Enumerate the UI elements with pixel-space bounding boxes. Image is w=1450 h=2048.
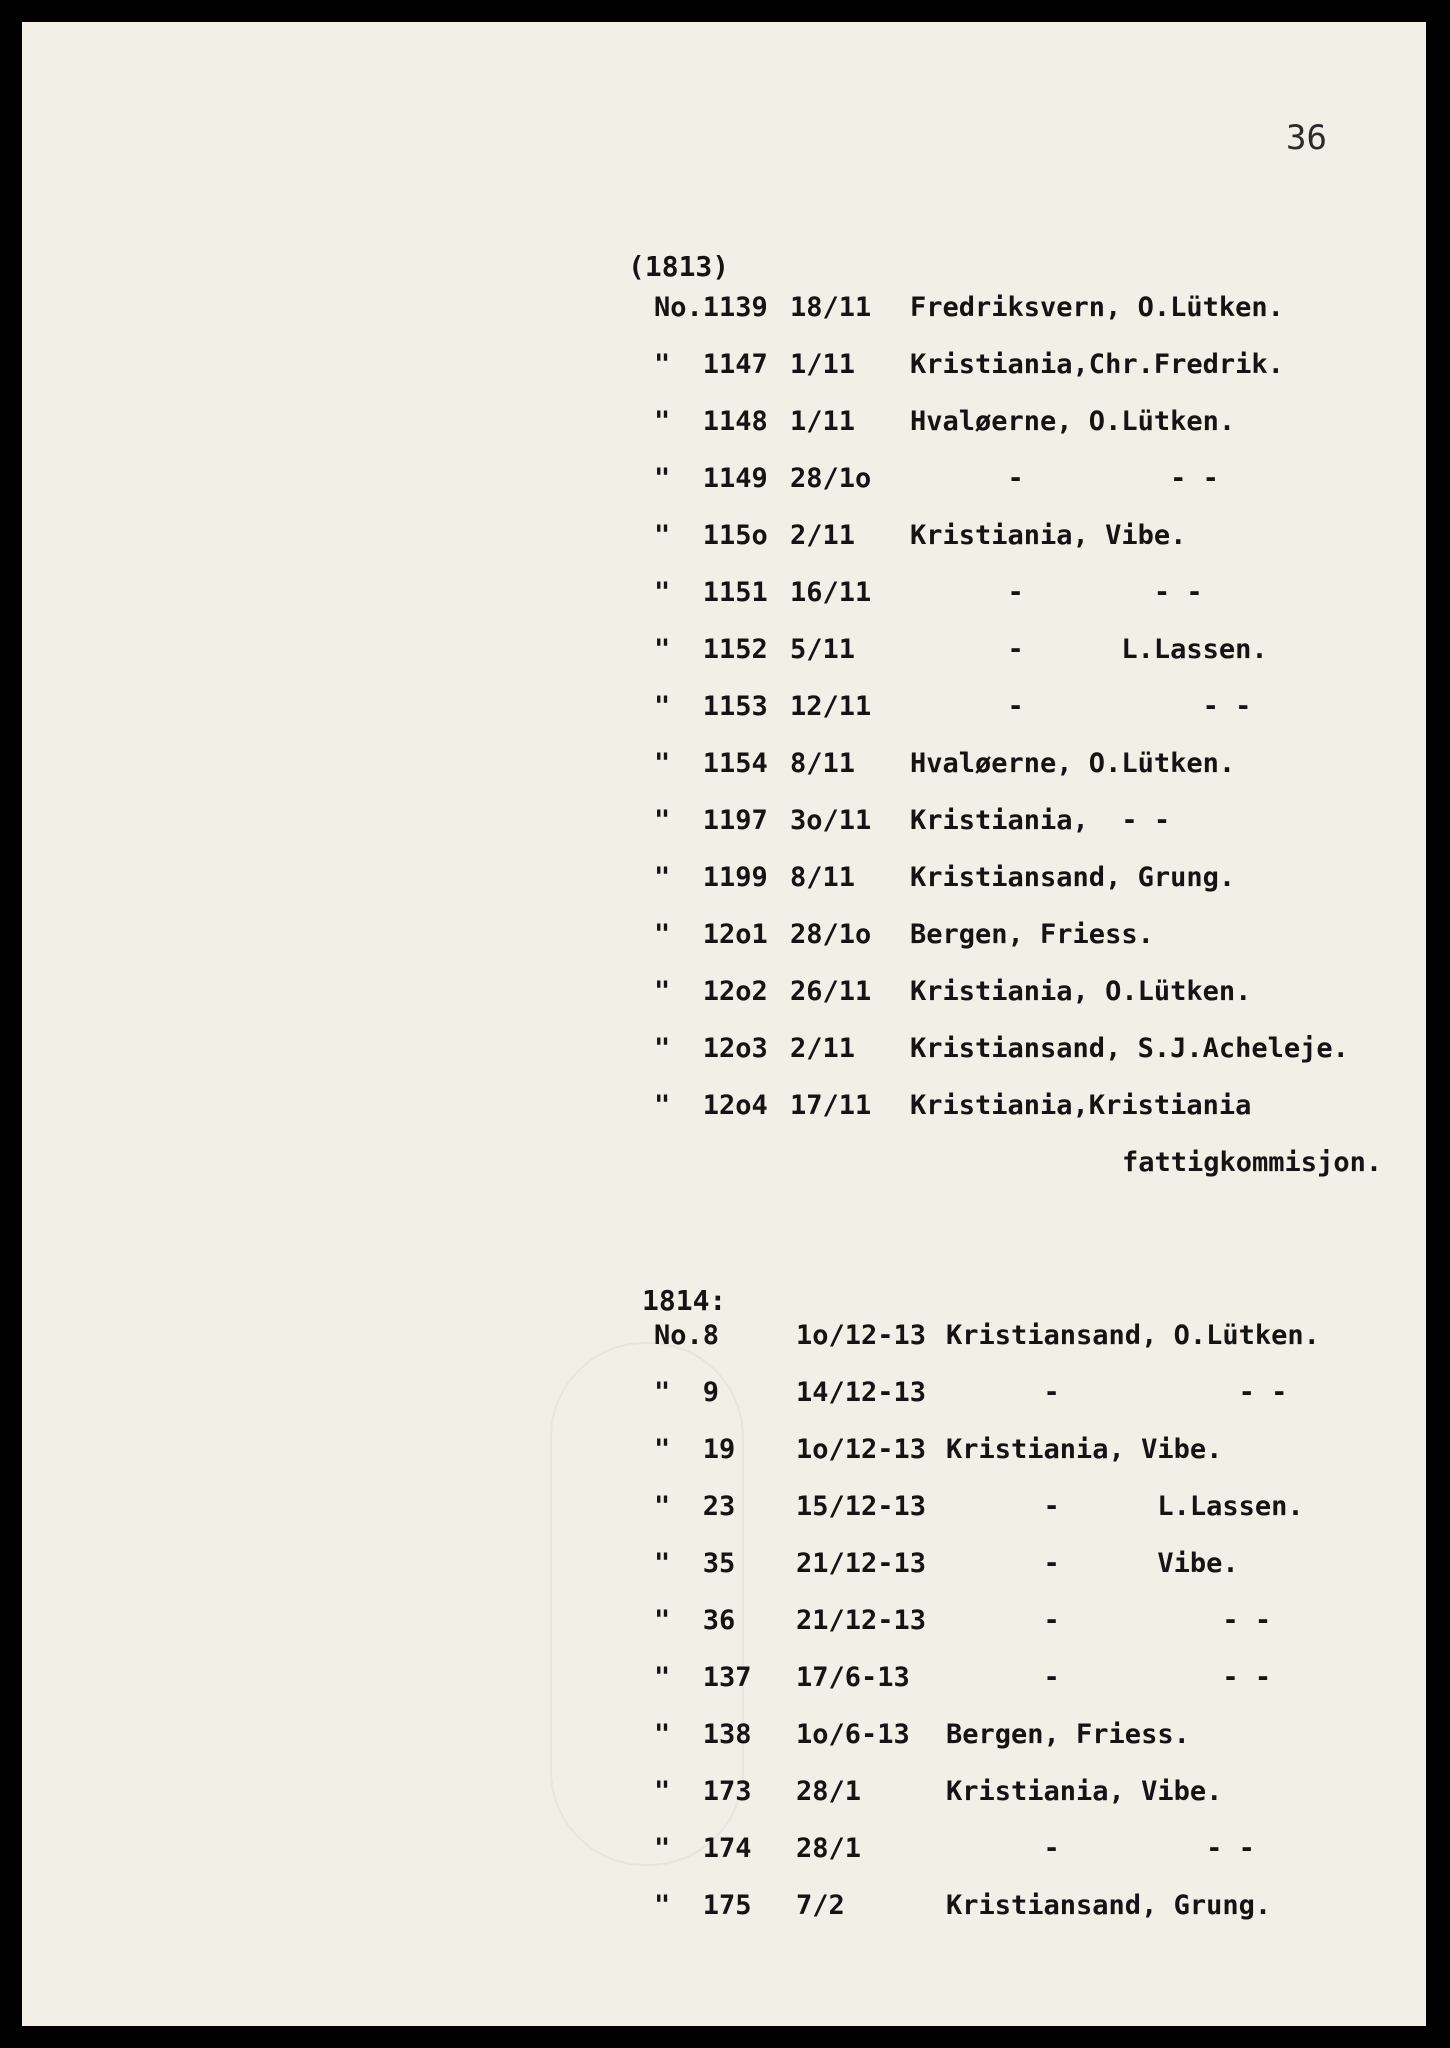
entry-number: " 1199 (654, 862, 768, 893)
entry-number: " 1197 (654, 805, 768, 836)
entry-place: Kristiansand, Grung. (946, 1890, 1272, 1921)
entry-number: " 115o (654, 520, 768, 551)
entry-place: Bergen, Friess. (910, 919, 1154, 950)
entry-date: 28/1o (790, 463, 872, 494)
entry-number: " 1151 (654, 577, 768, 608)
entry-date: 1o/6-13 (796, 1719, 910, 1750)
entry-place: Kristiania, - - (910, 805, 1171, 836)
entry-date: 28/1 (796, 1776, 862, 1807)
page-number: 36 (1286, 118, 1327, 158)
entry-number: " 1153 (654, 691, 768, 722)
section-heading-1814: 1814: (642, 1284, 727, 1317)
entry-number: " 19 (654, 1434, 736, 1465)
entry-place: - - - (946, 1605, 1272, 1636)
entry-date: 1/11 (790, 406, 856, 437)
entry-number: " 35 (654, 1548, 736, 1579)
entry-date: 1o/12-13 (796, 1434, 927, 1465)
entry-place: Hvaløerne, O.Lütken. (910, 406, 1236, 437)
entry-place: Fredriksvern, O.Lütken. (910, 292, 1284, 323)
entry-date: 21/12-13 (796, 1605, 927, 1636)
entry-date: 14/12-13 (796, 1377, 927, 1408)
entry-place: Hvaløerne, O.Lütken. (910, 748, 1236, 779)
entry-place: Kristiania,Kristiania (910, 1090, 1252, 1121)
entry-date: 12/11 (790, 691, 872, 722)
entry-place: Kristiania, Vibe. (910, 520, 1187, 551)
entry-date: 8/11 (790, 862, 856, 893)
entry-place: Kristiania,Chr.Fredrik. (910, 349, 1284, 380)
entry-number: " 23 (654, 1491, 736, 1522)
entry-place: Kristiania, Vibe. (946, 1434, 1223, 1465)
entry-date: 17/11 (790, 1090, 872, 1121)
entry-date: 7/2 (796, 1890, 845, 1921)
entry-place: - - - (910, 463, 1219, 494)
entry-date: 2/11 (790, 520, 856, 551)
entry-date: 5/11 (790, 634, 856, 665)
entry-place: Kristiansand, Grung. (910, 862, 1236, 893)
entry-number: " 137 (654, 1662, 752, 1693)
entry-place: - - - (946, 1662, 1272, 1693)
entry-number: " 138 (654, 1719, 752, 1750)
entry-place: Kristiansand, O.Lütken. (946, 1320, 1320, 1351)
entry-number: " 1154 (654, 748, 768, 779)
entry-place: - Vibe. (946, 1548, 1239, 1579)
entry-place: Kristiansand, S.J.Acheleje. (910, 1033, 1349, 1064)
entry-number: " 36 (654, 1605, 736, 1636)
entry-number: No.8 (654, 1320, 720, 1351)
entry-date: 1/11 (790, 349, 856, 380)
entry-number: " 1152 (654, 634, 768, 665)
entry-number: No.1139 (654, 292, 768, 323)
entry-place: - L.Lassen. (946, 1491, 1304, 1522)
entry-number: " 9 (654, 1377, 720, 1408)
entry-date: 26/11 (790, 976, 872, 1007)
entry-date: 17/6-13 (796, 1662, 910, 1693)
entry-number: " 174 (654, 1833, 752, 1864)
entry-place: - - - (946, 1833, 1255, 1864)
entry-number: " 12o4 (654, 1090, 768, 1121)
entry-place: - - - (946, 1377, 1288, 1408)
entry-number: " 12o3 (654, 1033, 768, 1064)
entry-date: 16/11 (790, 577, 872, 608)
entry-place: Kristiania, Vibe. (946, 1776, 1223, 1807)
entry-date: 8/11 (790, 748, 856, 779)
entry-place: Kristiania, O.Lütken. (910, 976, 1252, 1007)
document-page (22, 22, 1426, 2026)
entry-place: - - - (910, 577, 1203, 608)
entry-date: 28/1 (796, 1833, 862, 1864)
entry-continuation: fattigkommisjon. (1122, 1147, 1383, 1178)
entry-number: " 1148 (654, 406, 768, 437)
entry-number: " 173 (654, 1776, 752, 1807)
entry-place: Bergen, Friess. (946, 1719, 1190, 1750)
entry-date: 3o/11 (790, 805, 872, 836)
entry-date: 1o/12-13 (796, 1320, 927, 1351)
entry-number: " 175 (654, 1890, 752, 1921)
section-heading-1813: (1813) (628, 250, 730, 283)
entry-number: " 12o1 (654, 919, 768, 950)
entry-date: 2/11 (790, 1033, 856, 1064)
entry-number: " 1147 (654, 349, 768, 380)
entry-date: 18/11 (790, 292, 872, 323)
entry-place: - L.Lassen. (910, 634, 1268, 665)
entry-number: " 12o2 (654, 976, 768, 1007)
entry-date: 28/1o (790, 919, 872, 950)
entry-date: 21/12-13 (796, 1548, 927, 1579)
entry-place: - - - (910, 691, 1252, 722)
entry-number: " 1149 (654, 463, 768, 494)
entry-date: 15/12-13 (796, 1491, 927, 1522)
